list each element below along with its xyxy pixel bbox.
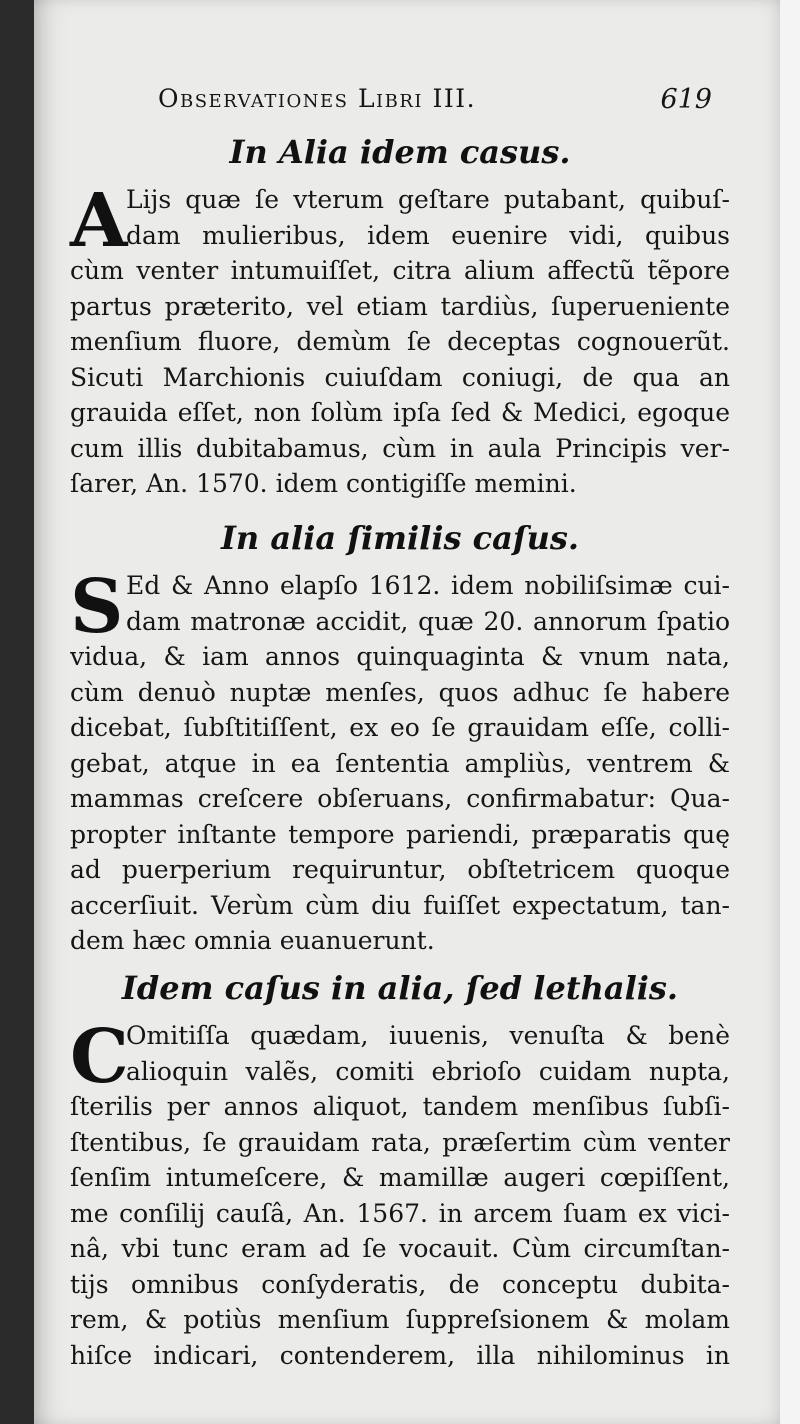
text-line: menſium fluore, demùm ſe deceptas cognouerũt.	[70, 327, 730, 356]
text-line: accerſiuit. Verùm cùm diu fuiſſet expectatum, tan-	[70, 890, 730, 920]
text-line: mammas creſcere obſeruans, confirmabatur: Qua-	[70, 784, 730, 813]
text-line: Sicuti Marchionis cuiuſdam coniugi, de qua an	[70, 362, 730, 392]
section-title: In alia ſimilis caſus.	[220, 519, 580, 557]
section-title: Idem caſus in alia, ſed lethalis.	[121, 969, 679, 1007]
text-line: hiſce indicari, contenderem, illa nihilominus in	[70, 1340, 730, 1370]
drop-cap: A	[70, 178, 128, 264]
page-number: 619	[660, 84, 712, 115]
text-line: ſterilis per annos aliquot, tandem menſibus ſubſi-	[70, 1092, 730, 1121]
section-body	[70, 178, 730, 502]
text-line: dam matronæ accidit, quæ 20. annorum ſpatio	[126, 606, 730, 636]
text-line: dicebat, ſubſtitiſſent, ex eo ſe grauidam eſſe, colli-	[70, 713, 730, 742]
text-line: nâ, vbi tunc eram ad ſe vocauit. Cùm circumſtan-	[70, 1234, 730, 1263]
section-3	[70, 964, 730, 1373]
section-body	[70, 564, 730, 959]
text-line: ſenſim intumeſcere, & mamillæ augeri cœpiſſent,	[70, 1163, 730, 1192]
page-margin	[780, 0, 800, 1424]
section-1	[70, 128, 730, 502]
text-line: ſarer, An. 1570. idem contigiſſe memini.	[70, 469, 577, 498]
text-line: ſtentibus, ſe grauidam rata, præſertim cùm venter	[70, 1127, 730, 1157]
text-line: Omitiſſa quædam, iuuenis, venuſta & benè	[126, 1021, 730, 1050]
section-title: In Alia idem casus.	[229, 133, 571, 171]
text-line: vidua, & iam annos quinquaginta & vnum nata,	[70, 642, 730, 671]
text-line: grauida eſſet, non ſolùm ipſa ſed & Medici, egoque	[70, 398, 730, 427]
text-line: dem hæc omnia euanuerunt.	[70, 926, 435, 955]
text-line: Lijs quæ ſe vterum geſtare putabant, quibuſ-	[126, 185, 730, 214]
text-line: rem, & potiùs menſium ſuppreſsionem & molam	[70, 1305, 730, 1334]
text-line: me conſilij cauſâ, An. 1567. in arcem ſuam ex vici-	[70, 1198, 730, 1228]
section-2	[70, 514, 730, 959]
page-header	[120, 82, 730, 122]
text-line: ad puerperium requiruntur, obſtetricem quoque	[70, 855, 730, 884]
section-body	[70, 1014, 730, 1373]
text-line: alioquin valẽs, comiti ebrioſo cuidam nupta,	[126, 1056, 730, 1086]
text-line: cùm venter intumuiſſet, citra alium affectũ tẽpore	[70, 256, 730, 285]
drop-cap: S	[70, 564, 124, 650]
text-line: partus præterito, vel etiam tardiùs, ſuperueniente	[70, 291, 730, 321]
running-head: Observationes Libri III.	[158, 84, 477, 113]
text-line: dam mulieribus, idem euenire vidi, quibus	[126, 220, 730, 250]
text-line: Ed & Anno elapſo 1612. idem nobiliſsimæ cui-	[126, 571, 730, 600]
drop-cap: C	[70, 1014, 129, 1100]
text-line: cum illis dubitabamus, cùm in aula Principis ver-	[70, 433, 730, 463]
text-line: propter inſtante tempore pariendi, præparatis quę	[70, 819, 730, 849]
text-line: tijs omnibus conſyderatis, de conceptu dubita-	[70, 1269, 730, 1299]
text-line: cùm denuò nuptæ menſes, quos adhuc ſe habere	[70, 677, 730, 707]
text-line: gebat, atque in ea ſententia ampliùs, ventrem &	[70, 748, 730, 778]
